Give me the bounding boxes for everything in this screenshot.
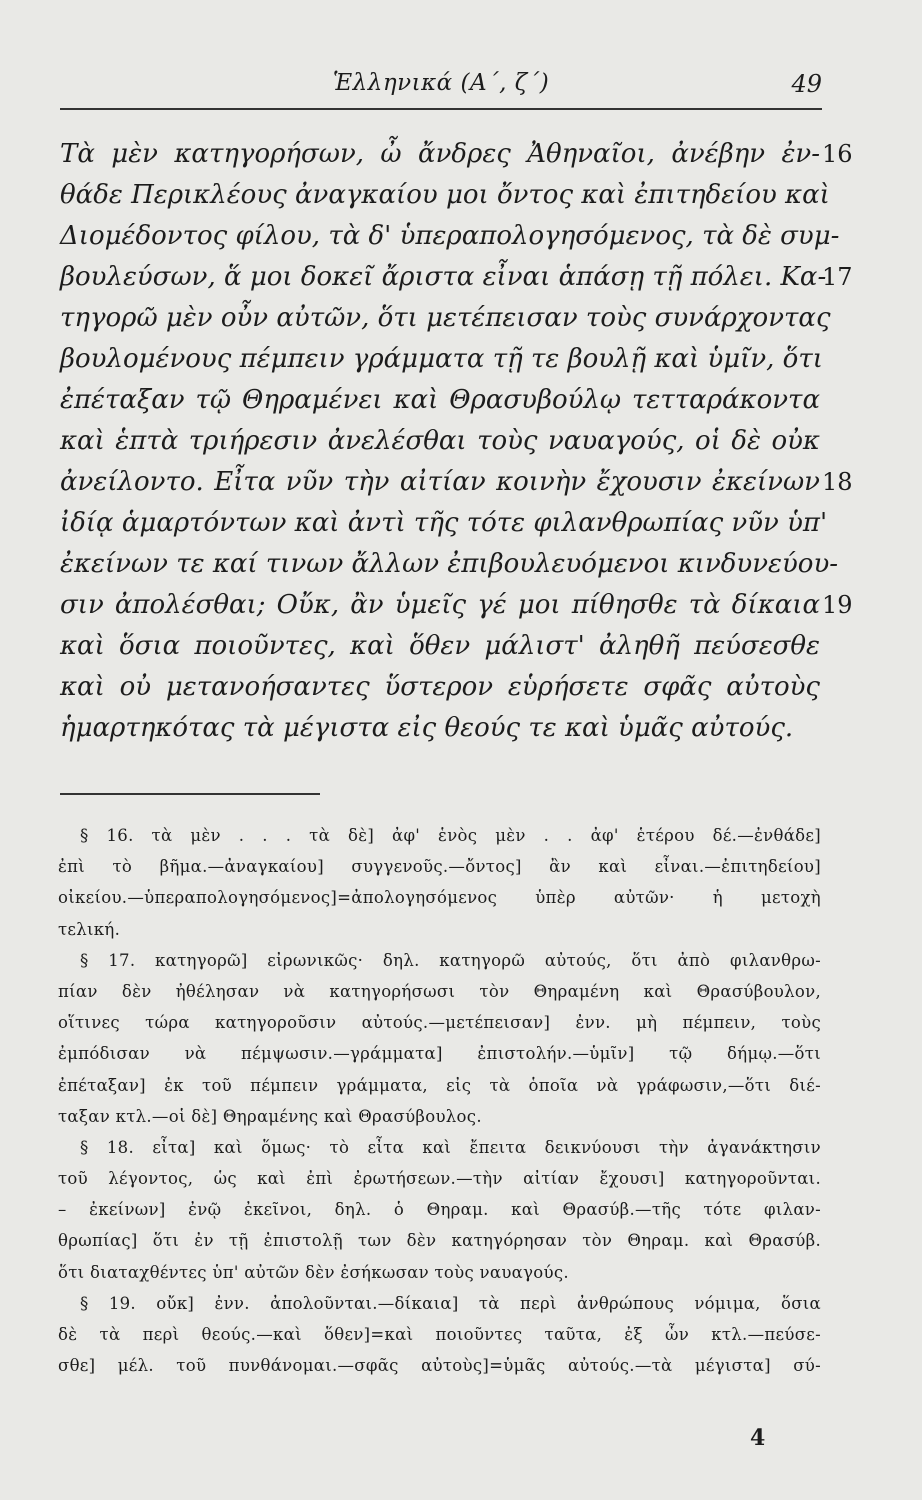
note-line: ἐπὶ τὸ βῆμα.—ἀναγκαίου] συγγενοῦς.—ὄντος] ἂν καὶ εἶναι.—ἐπιτηδείου]: [58, 857, 821, 877]
note-line: οἵτινες τώρα κατηγοροῦσιν αὐτούς.—μετέπεισαν] ἐνν. μὴ πέμπειν, τοὺς: [58, 1013, 821, 1033]
note-line: ταξαν κτλ.—οἱ δὲ] Θηραμένης καὶ Θρασύβουλος.: [58, 1106, 482, 1126]
note-line: – ἐκείνων] ἐνῷ ἐκεῖνοι, δηλ. ὁ Θηραμ. καὶ Θρασύβ.—τῆς τότε φιλαν-: [58, 1200, 821, 1220]
note-line: σθε] μέλ. τοῦ πυνθάνομαι.—σφᾶς αὐτοὺς]=ὑμᾶς αὐτούς.—τὰ μέγιστα] σύ-: [58, 1356, 821, 1376]
text-line: Διομέδοντος φίλου, τὰ δ' ὑπεραπολογησόμενος, τὰ δὲ συμ-: [60, 221, 840, 251]
note-line: § 16. τὰ μὲν . . . τὰ δὲ] ἀφ' ἑνὸς μὲν . . ἀφ' ἑτέρου δέ.—ἐνθάδε]: [80, 826, 821, 845]
running-title: Ἑλληνικά (Α΄, ζ΄): [332, 70, 550, 96]
text-line: θάδε Περικλέους ἀναγκαίου μοι ὄντος καὶ ἐπιτηδείου καὶ: [60, 180, 830, 210]
section-number-16: 16: [822, 140, 853, 168]
page-header: [60, 62, 822, 102]
text-line: τηγορῶ μὲν οὖν αὐτῶν, ὅτι μετέπεισαν τοὺς συνάρχοντας: [60, 303, 831, 333]
note-line: ἐμπόδισαν νὰ πέμψωσιν.—γράμματα] ἐπιστολήν.—ὑμῖν] τῷ δήμῳ.—ὅτι: [58, 1044, 821, 1064]
text-line: βουλεύσων, ἅ μοι δοκεῖ ἄριστα εἶναι ἁπάσῃ τῇ πόλει. Κα-: [60, 262, 827, 292]
section-number-17: 17: [822, 263, 853, 291]
text-line: ἡμαρτηκότας τὰ μέγιστα εἰς θεούς τε καὶ ὑμᾶς αὐτούς.: [60, 713, 794, 743]
note-line: δὲ τὰ περὶ θεούς.—καὶ ὅθεν]=καὶ ποιοῦντες ταῦτα, ἐξ ὧν κτλ.—πεύσε-: [58, 1325, 821, 1344]
note-line: πίαν δὲν ἠθέλησαν νὰ κατηγορήσωσι τὸν Θηραμένη καὶ Θρασύβουλον,: [58, 981, 821, 1001]
note-line: § 19. οὔκ] ἐνν. ἀπολοῦνται.—δίκαια] τὰ περὶ ἀνθρώπους νόμιμα, ὅσια: [80, 1293, 821, 1313]
note-line: οἰκείου.—ὑπεραπολογησόμενος]=ἀπολογησόμενος ὑπὲρ αὐτῶν· ἡ μετοχὴ: [58, 888, 821, 908]
section-number-18: 18: [822, 468, 853, 496]
text-line: σιν ἀπολέσθαι; Οὔκ, ἂν ὑμεῖς γέ μοι πίθησθε τὰ δίκαια: [60, 590, 820, 620]
header-rule: [60, 108, 822, 110]
note-line: § 18. εἶτα] καὶ ὅμως· τὸ εἶτα καὶ ἔπειτα δεικνύουσι τὴν ἀγανάκτησιν: [80, 1137, 821, 1157]
note-line: θρωπίας] ὅτι ἐν τῇ ἐπιστολῇ των δὲν κατηγόρησαν τὸν Θηραμ. καὶ Θρασύβ.: [58, 1231, 821, 1251]
page-number: 49: [791, 70, 822, 98]
text-line: Τὰ μὲν κατηγορήσων, ὦ ἄνδρες Ἀθηναῖοι, ἀνέβην ἐν-: [60, 139, 820, 169]
text-line: καὶ ὅσια ποιοῦντες, καὶ ὅθεν μάλιστ' ἀληθῆ πεύσεσθε: [60, 631, 820, 661]
text-line: βουλομένους πέμπειν γράμματα τῇ τε βουλῇ καὶ ὑμῖν, ὅτι: [60, 344, 823, 374]
text-line: καὶ οὐ μετανοήσαντες ὕστερον εὑρήσετε σφᾶς αὐτοὺς: [60, 672, 820, 702]
note-line: § 17. κατηγορῶ] εἰρωνικῶς· δηλ. κατηγορῶ αὐτούς, ὅτι ἀπὸ φιλανθρω-: [80, 950, 821, 970]
signature-mark: 4: [750, 1425, 766, 1451]
text-line: ἐκείνων τε καί τινων ἄλλων ἐπιβουλευόμενοι κινδυνεύου-: [60, 549, 839, 579]
section-number-19: 19: [822, 591, 853, 619]
note-line: ἐπέταξαν] ἐκ τοῦ πέμπειν γράμματα, εἰς τὰ ὁποῖα νὰ γράφωσιν,—ὅτι διέ-: [58, 1075, 821, 1095]
note-line: τελική.: [58, 919, 121, 939]
note-line: τοῦ λέγοντος, ὡς καὶ ἐπὶ ἐρωτήσεων.—τὴν αἰτίαν ἔχουσι] κατηγοροῦνται.: [58, 1169, 821, 1189]
text-line: ἰδίᾳ ἁμαρτόντων καὶ ἀντὶ τῆς τότε φιλανθρωπίας νῦν ὑπ': [60, 508, 828, 538]
text-line: ἐπέταξαν τῷ Θηραμένει καὶ Θρασυβούλῳ τετταράκοντα: [60, 385, 820, 415]
text-line: καὶ ἑπτὰ τριήρεσιν ἀνελέσθαι τοὺς ναυαγούς, οἱ δὲ οὐκ: [60, 426, 820, 456]
footnotes: [58, 820, 821, 1381]
note-line: ὅτι διαταχθέντες ὑπ' αὐτῶν δὲν ἐσήκωσαν τοὺς ναυαγούς.: [58, 1262, 569, 1282]
text-line: ἀνείλοντο. Εἶτα νῦν τὴν αἰτίαν κοινὴν ἔχουσιν ἐκείνων: [60, 467, 820, 497]
notes-divider: [60, 793, 320, 795]
